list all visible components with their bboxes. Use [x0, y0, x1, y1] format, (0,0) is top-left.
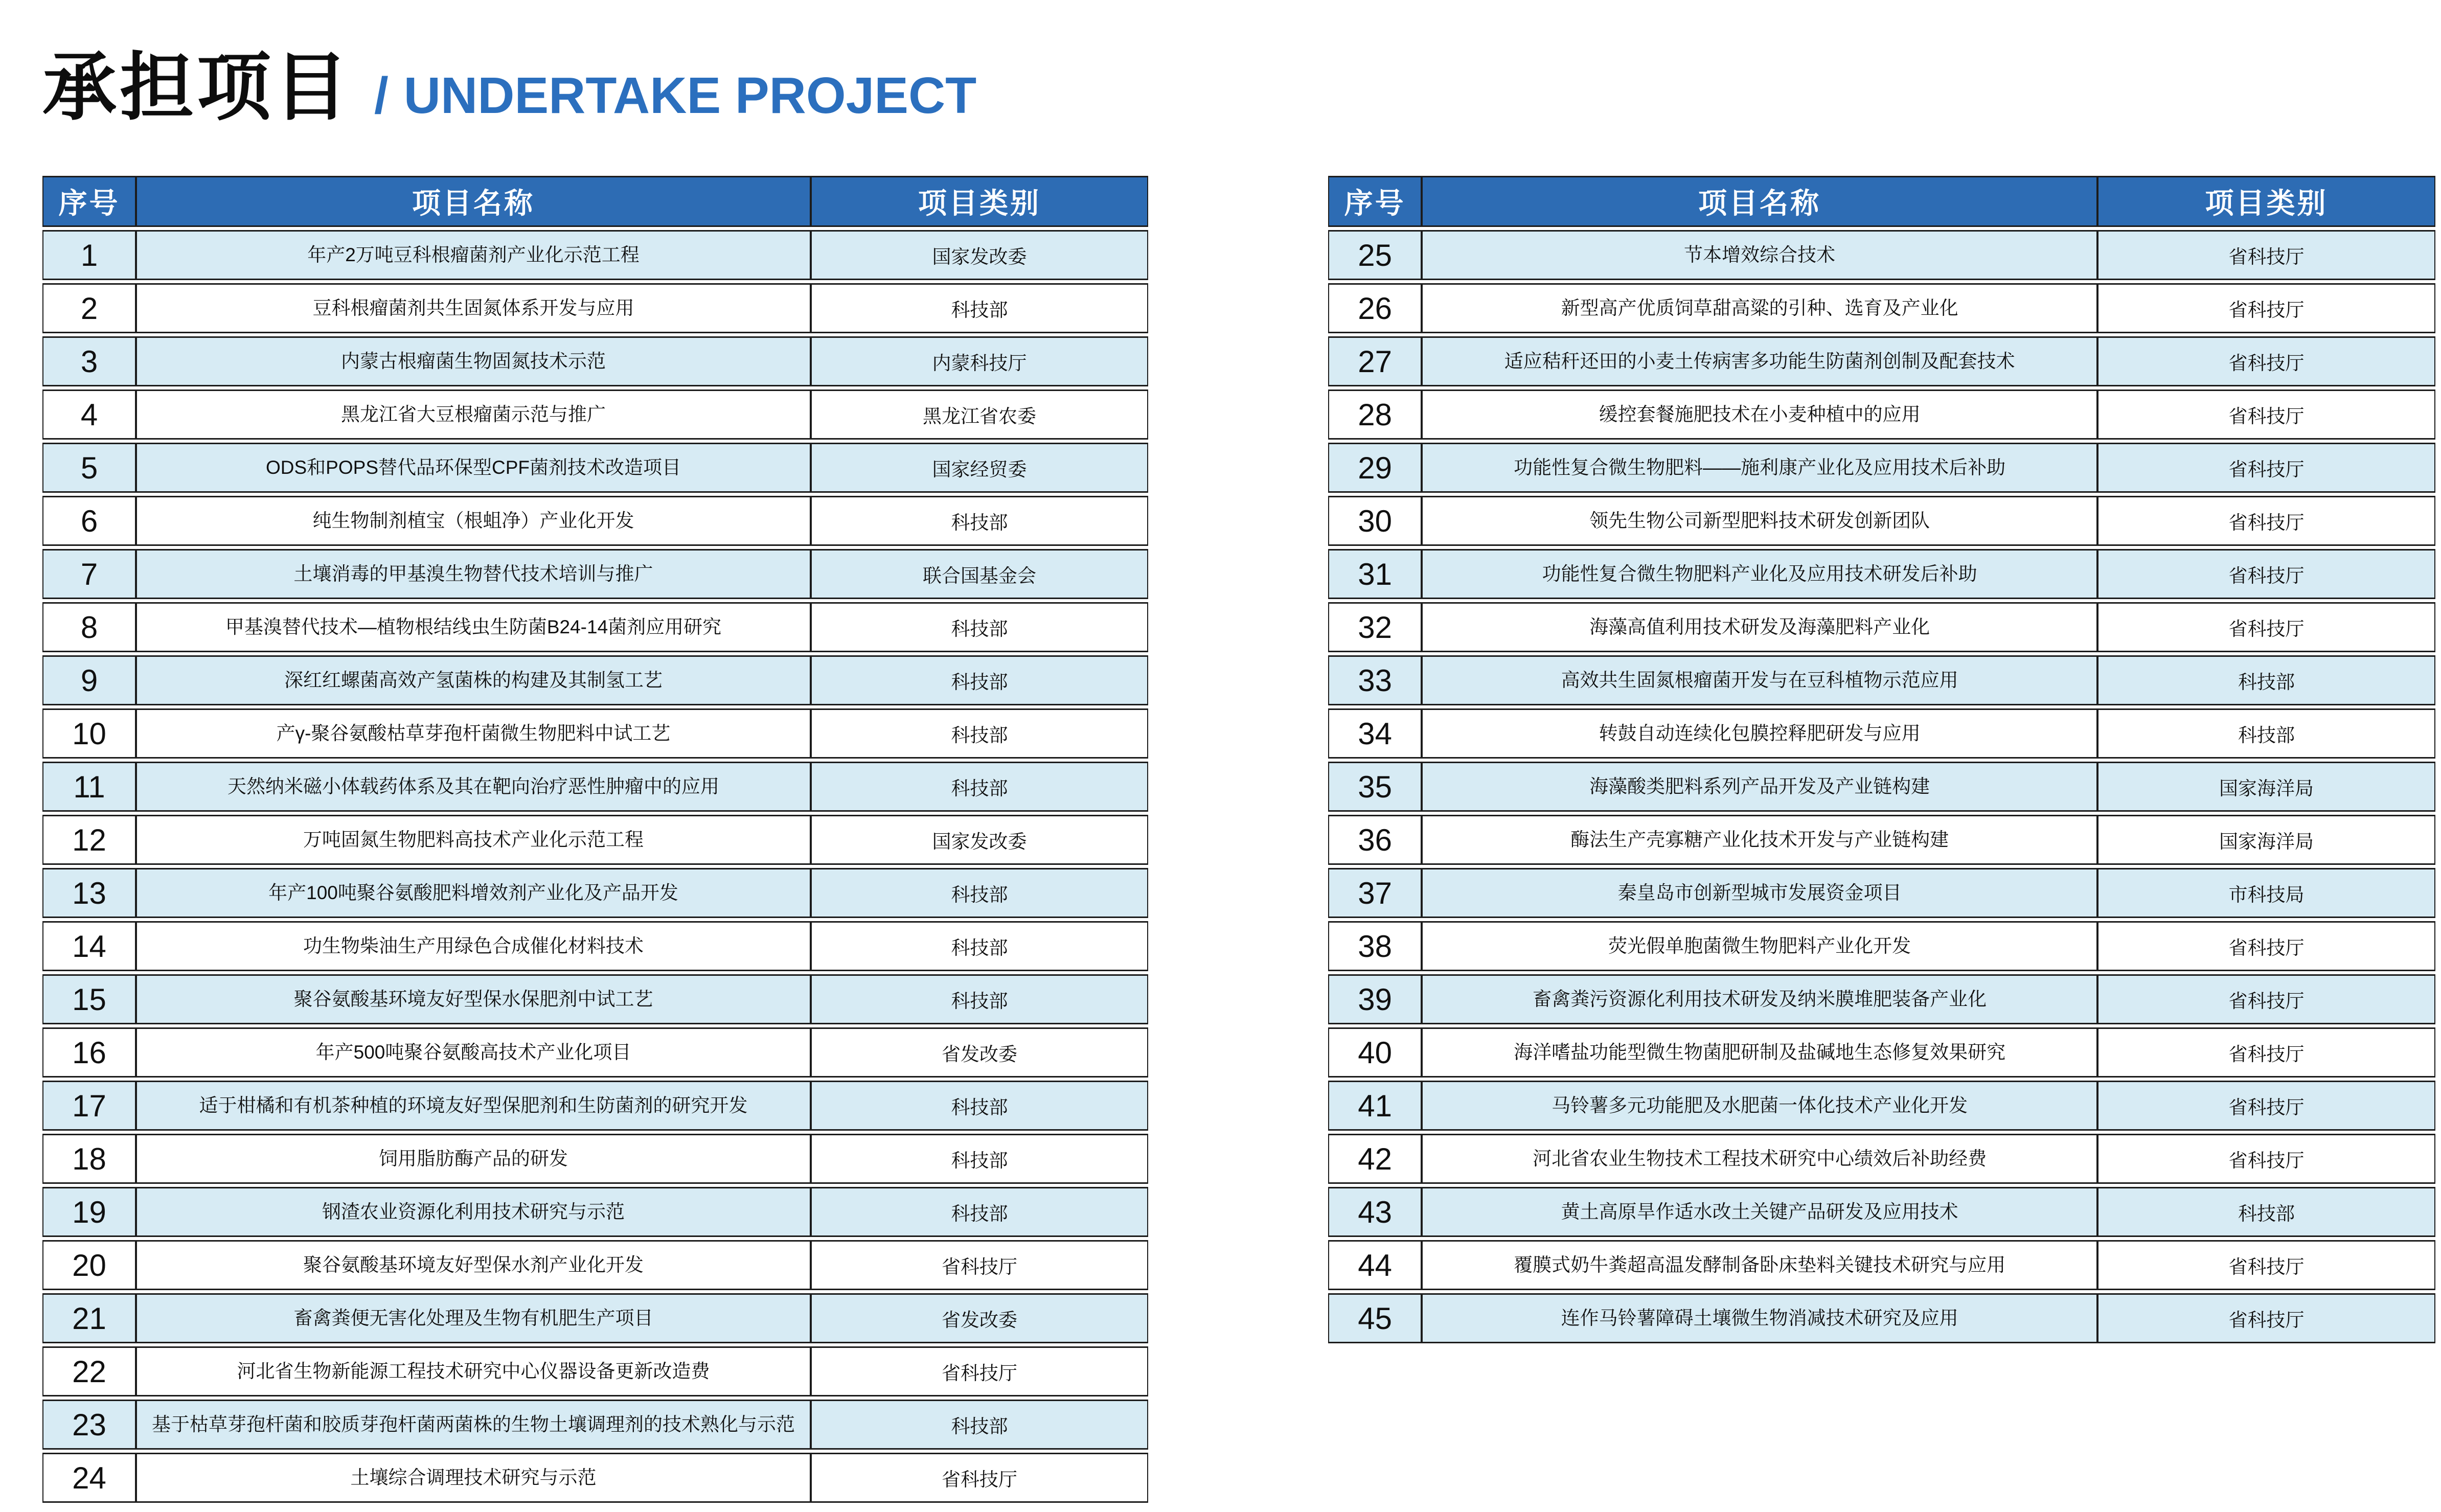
- project-name-cell: 新型高产优质饲草甜高粱的引种、选育及产业化: [1422, 283, 2097, 333]
- project-name-cell: 秦皇岛市创新型城市发展资金项目: [1422, 868, 2097, 918]
- project-category-cell: 科技部: [811, 1187, 1148, 1237]
- project-name-cell: 适应秸秆还田的小麦土传病害多功能生防菌剂创制及配套技术: [1422, 336, 2097, 386]
- row-number-cell: 35: [1328, 762, 1422, 812]
- row-number-cell: 45: [1328, 1293, 1422, 1343]
- table-row: [1328, 1081, 2435, 1131]
- project-name-cell: 纯生物制剂植宝（根蛆净）产业化开发: [136, 496, 811, 546]
- project-name-cell: 深红红螺菌高效产氢菌株的构建及其制氢工艺: [136, 655, 811, 705]
- column-header-index: 序号: [42, 176, 136, 227]
- project-name-cell: 马铃薯多元功能肥及水肥菌一体化技术产业化开发: [1422, 1081, 2097, 1131]
- table-row: [42, 974, 1148, 1024]
- project-category-cell: 科技部: [811, 868, 1148, 918]
- table-row: [1328, 815, 2435, 865]
- project-name-cell: 功能性复合微生物肥料产业化及应用技术研发后补助: [1422, 549, 2097, 599]
- table-row: [42, 1400, 1148, 1450]
- project-category-cell: 科技部: [811, 762, 1148, 812]
- project-category-cell: 省科技厅: [2097, 443, 2435, 493]
- project-category-cell: 省科技厅: [2097, 921, 2435, 971]
- project-category-cell: 科技部: [2097, 708, 2435, 759]
- project-category-cell: 省科技厅: [2097, 1081, 2435, 1131]
- column-header-project-name: 项目名称: [136, 176, 811, 227]
- row-number-cell: 6: [42, 496, 136, 546]
- row-number-cell: 17: [42, 1081, 136, 1131]
- project-category-cell: 省科技厅: [2097, 1134, 2435, 1184]
- row-number-cell: 10: [42, 708, 136, 759]
- project-name-cell: 甲基溴替代技术—植物根结线虫生防菌B24-14菌剂应用研究: [136, 602, 811, 652]
- table-row: [42, 1346, 1148, 1396]
- project-category-cell: 国家海洋局: [2097, 815, 2435, 865]
- project-category-cell: 省科技厅: [811, 1346, 1148, 1396]
- project-category-cell: 国家海洋局: [2097, 762, 2435, 812]
- row-number-cell: 4: [42, 390, 136, 440]
- table-row: [42, 708, 1148, 759]
- project-name-cell: 聚谷氨酸基环境友好型保水保肥剂中试工艺: [136, 974, 811, 1024]
- row-number-cell: 28: [1328, 390, 1422, 440]
- table-row: [42, 1293, 1148, 1343]
- table-row: [1328, 762, 2435, 812]
- table-row: [1328, 1293, 2435, 1343]
- row-number-cell: 25: [1328, 230, 1422, 280]
- project-category-cell: 科技部: [2097, 1187, 2435, 1237]
- project-name-cell: 转鼓自动连续化包膜控释肥研发与应用: [1422, 708, 2097, 759]
- project-name-cell: 土壤消毒的甲基溴生物替代技术培训与推广: [136, 549, 811, 599]
- project-category-cell: 内蒙科技厅: [811, 336, 1148, 386]
- project-category-cell: 市科技局: [2097, 868, 2435, 918]
- project-category-cell: 科技部: [811, 1400, 1148, 1450]
- project-name-cell: 节本增效综合技术: [1422, 230, 2097, 280]
- row-number-cell: 15: [42, 974, 136, 1024]
- project-category-cell: 科技部: [811, 655, 1148, 705]
- row-number-cell: 31: [1328, 549, 1422, 599]
- table-row: [42, 1081, 1148, 1131]
- project-name-cell: 功能性复合微生物肥料——施利康产业化及应用技术后补助: [1422, 443, 2097, 493]
- table-row: [42, 1187, 1148, 1237]
- project-name-cell: 海藻酸类肥料系列产品开发及产业链构建: [1422, 762, 2097, 812]
- project-category-cell: 科技部: [811, 921, 1148, 971]
- project-name-cell: 产γ-聚谷氨酸枯草芽孢杆菌微生物肥料中试工艺: [136, 708, 811, 759]
- project-name-cell: ODS和POPS替代品环保型CPF菌剂技术改造项目: [136, 443, 811, 493]
- project-category-cell: 省发改委: [811, 1027, 1148, 1078]
- table-row: [42, 868, 1148, 918]
- project-table-left-body: [42, 230, 1148, 1503]
- project-name-cell: 河北省农业生物技术工程技术研究中心绩效后补助经费: [1422, 1134, 2097, 1184]
- project-name-cell: 豆科根瘤菌剂共生固氮体系开发与应用: [136, 283, 811, 333]
- table-row: [42, 655, 1148, 705]
- table-row: [1328, 921, 2435, 971]
- table-row: [1328, 336, 2435, 386]
- row-number-cell: 7: [42, 549, 136, 599]
- column-header-index: 序号: [1328, 176, 1422, 227]
- page-title-english: UNDERTAKE PROJECT: [403, 67, 977, 124]
- row-number-cell: 38: [1328, 921, 1422, 971]
- row-number-cell: 43: [1328, 1187, 1422, 1237]
- row-number-cell: 33: [1328, 655, 1422, 705]
- row-number-cell: 36: [1328, 815, 1422, 865]
- project-name-cell: 钢渣农业资源化利用技术研究与示范: [136, 1187, 811, 1237]
- project-name-cell: 荧光假单胞菌微生物肥料产业化开发: [1422, 921, 2097, 971]
- project-category-cell: 科技部: [811, 602, 1148, 652]
- project-category-cell: 科技部: [811, 974, 1148, 1024]
- project-table-right: [1328, 173, 2435, 1346]
- table-row: [42, 815, 1148, 865]
- row-number-cell: 2: [42, 283, 136, 333]
- table-row: [1328, 443, 2435, 493]
- row-number-cell: 14: [42, 921, 136, 971]
- project-name-cell: 年产100吨聚谷氨酸肥料增效剂产业化及产品开发: [136, 868, 811, 918]
- row-number-cell: 21: [42, 1293, 136, 1343]
- project-category-cell: 省科技厅: [2097, 549, 2435, 599]
- project-category-cell: 科技部: [811, 1081, 1148, 1131]
- project-name-cell: 年产2万吨豆科根瘤菌剂产业化示范工程: [136, 230, 811, 280]
- table-row: [42, 602, 1148, 652]
- project-category-cell: 省科技厅: [811, 1453, 1148, 1503]
- project-name-cell: 缓控套餐施肥技术在小麦种植中的应用: [1422, 390, 2097, 440]
- table-row: [42, 336, 1148, 386]
- project-category-cell: 省发改委: [811, 1293, 1148, 1343]
- project-category-cell: 省科技厅: [2097, 1293, 2435, 1343]
- row-number-cell: 40: [1328, 1027, 1422, 1078]
- table-row: [1328, 390, 2435, 440]
- row-number-cell: 42: [1328, 1134, 1422, 1184]
- column-header-project-name: 项目名称: [1422, 176, 2097, 227]
- row-number-cell: 1: [42, 230, 136, 280]
- table-row: [42, 1027, 1148, 1078]
- project-category-cell: 省科技厅: [2097, 496, 2435, 546]
- project-category-cell: 省科技厅: [811, 1240, 1148, 1290]
- project-name-cell: 土壤综合调理技术研究与示范: [136, 1453, 811, 1503]
- title-slash-separator: /: [374, 67, 389, 124]
- row-number-cell: 9: [42, 655, 136, 705]
- table-row: [1328, 868, 2435, 918]
- project-name-cell: 河北省生物新能源工程技术研究中心仪器设备更新改造费: [136, 1346, 811, 1396]
- table-row: [1328, 974, 2435, 1024]
- table-row: [42, 921, 1148, 971]
- table-row: [1328, 549, 2435, 599]
- row-number-cell: 41: [1328, 1081, 1422, 1131]
- row-number-cell: 13: [42, 868, 136, 918]
- project-category-cell: 科技部: [811, 708, 1148, 759]
- project-name-cell: 饲用脂肪酶产品的研发: [136, 1134, 811, 1184]
- project-category-cell: 国家发改委: [811, 230, 1148, 280]
- table-row: [1328, 655, 2435, 705]
- project-name-cell: 适于柑橘和有机茶种植的环境友好型保肥剂和生防菌剂的研究开发: [136, 1081, 811, 1131]
- row-number-cell: 20: [42, 1240, 136, 1290]
- row-number-cell: 3: [42, 336, 136, 386]
- table-row: [42, 762, 1148, 812]
- row-number-cell: 30: [1328, 496, 1422, 546]
- project-table-right-body: [1328, 230, 2435, 1343]
- project-name-cell: 畜禽粪便无害化处理及生物有机肥生产项目: [136, 1293, 811, 1343]
- project-category-cell: 国家发改委: [811, 815, 1148, 865]
- column-header-project-category: 项目类别: [811, 176, 1148, 227]
- project-category-cell: 科技部: [2097, 655, 2435, 705]
- table-row: [1328, 283, 2435, 333]
- table-row: [1328, 1187, 2435, 1237]
- project-category-cell: 省科技厅: [2097, 602, 2435, 652]
- row-number-cell: 39: [1328, 974, 1422, 1024]
- project-name-cell: 黑龙江省大豆根瘤菌示范与推广: [136, 390, 811, 440]
- table-row: [42, 283, 1148, 333]
- project-name-cell: 万吨固氮生物肥料高技术产业化示范工程: [136, 815, 811, 865]
- page-title-chinese: 承担项目: [42, 46, 351, 129]
- project-category-cell: 联合国基金会: [811, 549, 1148, 599]
- project-category-cell: 省科技厅: [2097, 1027, 2435, 1078]
- row-number-cell: 26: [1328, 283, 1422, 333]
- row-number-cell: 16: [42, 1027, 136, 1078]
- table-row: [1328, 602, 2435, 652]
- table-row: [42, 496, 1148, 546]
- project-table-left: [42, 173, 1148, 1506]
- project-name-cell: 功生物柴油生产用绿色合成催化材料技术: [136, 921, 811, 971]
- table-header-row: [42, 176, 1148, 227]
- table-row: [1328, 230, 2435, 280]
- page-title: [42, 28, 976, 134]
- row-number-cell: 34: [1328, 708, 1422, 759]
- project-category-cell: 省科技厅: [2097, 390, 2435, 440]
- row-number-cell: 5: [42, 443, 136, 493]
- table-row: [1328, 1027, 2435, 1078]
- table-row: [42, 1134, 1148, 1184]
- project-name-cell: 天然纳米磁小体载药体系及其在靶向治疗恶性肿瘤中的应用: [136, 762, 811, 812]
- row-number-cell: 18: [42, 1134, 136, 1184]
- row-number-cell: 8: [42, 602, 136, 652]
- project-name-cell: 基于枯草芽孢杆菌和胶质芽孢杆菌两菌株的生物土壤调理剂的技术熟化与示范: [136, 1400, 811, 1450]
- table-row: [42, 549, 1148, 599]
- project-category-cell: 省科技厅: [2097, 974, 2435, 1024]
- project-name-cell: 海藻高值利用技术研发及海藻肥料产业化: [1422, 602, 2097, 652]
- project-name-cell: 海洋嗜盐功能型微生物菌肥研制及盐碱地生态修复效果研究: [1422, 1027, 2097, 1078]
- table-row: [42, 1240, 1148, 1290]
- project-name-cell: 高效共生固氮根瘤菌开发与在豆科植物示范应用: [1422, 655, 2097, 705]
- row-number-cell: 32: [1328, 602, 1422, 652]
- table-header-row: [1328, 176, 2435, 227]
- project-name-cell: 黄土高原旱作适水改土关键产品研发及应用技术: [1422, 1187, 2097, 1237]
- table-row: [1328, 1240, 2435, 1290]
- project-category-cell: 省科技厅: [2097, 336, 2435, 386]
- table-row: [1328, 496, 2435, 546]
- table-row: [1328, 1134, 2435, 1184]
- project-name-cell: 聚谷氨酸基环境友好型保水剂产业化开发: [136, 1240, 811, 1290]
- project-category-cell: 科技部: [811, 1134, 1148, 1184]
- project-category-cell: 科技部: [811, 283, 1148, 333]
- table-row: [42, 443, 1148, 493]
- row-number-cell: 23: [42, 1400, 136, 1450]
- row-number-cell: 24: [42, 1453, 136, 1503]
- table-row: [42, 390, 1148, 440]
- row-number-cell: 19: [42, 1187, 136, 1237]
- table-row: [1328, 708, 2435, 759]
- column-header-project-category: 项目类别: [2097, 176, 2435, 227]
- row-number-cell: 11: [42, 762, 136, 812]
- project-category-cell: 省科技厅: [2097, 283, 2435, 333]
- row-number-cell: 22: [42, 1346, 136, 1396]
- project-name-cell: 领先生物公司新型肥料技术研发创新团队: [1422, 496, 2097, 546]
- project-category-cell: 国家经贸委: [811, 443, 1148, 493]
- row-number-cell: 37: [1328, 868, 1422, 918]
- row-number-cell: 44: [1328, 1240, 1422, 1290]
- project-name-cell: 畜禽粪污资源化利用技术研发及纳米膜堆肥装备产业化: [1422, 974, 2097, 1024]
- project-name-cell: 连作马铃薯障碍土壤微生物消减技术研究及应用: [1422, 1293, 2097, 1343]
- table-row: [42, 230, 1148, 280]
- project-name-cell: 内蒙古根瘤菌生物固氮技术示范: [136, 336, 811, 386]
- project-name-cell: 酶法生产壳寡糖产业化技术开发与产业链构建: [1422, 815, 2097, 865]
- table-row: [42, 1453, 1148, 1503]
- row-number-cell: 27: [1328, 336, 1422, 386]
- row-number-cell: 29: [1328, 443, 1422, 493]
- project-category-cell: 黑龙江省农委: [811, 390, 1148, 440]
- project-name-cell: 年产500吨聚谷氨酸高技术产业化项目: [136, 1027, 811, 1078]
- project-category-cell: 省科技厅: [2097, 1240, 2435, 1290]
- project-category-cell: 省科技厅: [2097, 230, 2435, 280]
- project-category-cell: 科技部: [811, 496, 1148, 546]
- project-name-cell: 覆膜式奶牛粪超高温发酵制备卧床垫料关键技术研究与应用: [1422, 1240, 2097, 1290]
- row-number-cell: 12: [42, 815, 136, 865]
